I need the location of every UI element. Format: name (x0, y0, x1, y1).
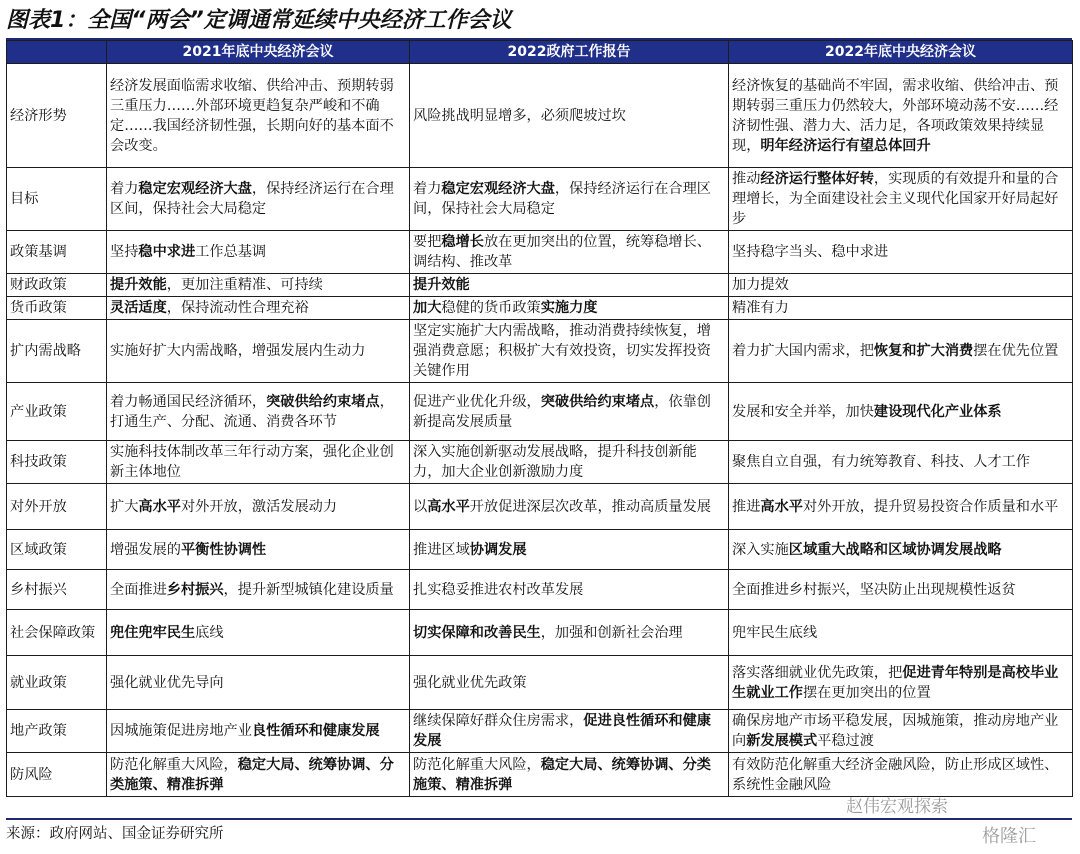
emphasis-text: 协调发展 (469, 541, 527, 558)
table-cell (729, 530, 1073, 570)
cell-text: 推动 (732, 171, 761, 187)
cell-text: 坚持稳字当头、稳中求进 (732, 244, 889, 260)
cell-text: 对外开放，提升贸易投资合作质量和水平 (802, 498, 1059, 515)
emphasis-text: 稳中求进 (138, 244, 196, 260)
cell-text: 放在更加突出的位置，统筹稳增长、调结构、推改革 (413, 234, 711, 270)
cell-text: 以 (413, 498, 428, 515)
table-cell (729, 570, 1073, 610)
cell-text: 继续保障好群众住房需求， (413, 713, 584, 729)
row-label: 产业政策 (7, 383, 107, 441)
page-title: 图表1：全国“两会”定调通常延续中央经济工作会议 (6, 8, 512, 33)
cell-text: ，提升新型城镇化建设质量 (223, 581, 394, 598)
cell-text: 着力扩大国内需求，把 (732, 343, 874, 359)
cell-text: 促进产业优化升级， (413, 393, 541, 410)
comparison-table (6, 40, 1073, 797)
header-corner (7, 41, 107, 64)
table-cell (729, 168, 1073, 231)
table-cell (410, 383, 729, 441)
row-label: 地产政策 (7, 710, 107, 753)
table-row (7, 274, 1073, 297)
cell-text: 稳健的货币政策 (441, 300, 541, 316)
emphasis-text: 良性循环和健康发展 (251, 723, 380, 739)
cell-text: 平稳过渡 (817, 733, 874, 749)
table-row (7, 484, 1073, 530)
table-cell (410, 274, 729, 297)
cell-text: ，更加注重精准、可持续 (166, 277, 323, 293)
table-cell (729, 710, 1073, 753)
table-cell (729, 753, 1073, 797)
cell-text: 兜牢民生底线 (732, 624, 818, 641)
table-cell (410, 231, 729, 274)
table-cell (410, 297, 729, 320)
table-row (7, 297, 1073, 320)
emphasis-text: 突破供给约束堵点 (540, 393, 655, 410)
emphasis-text: 恢复和扩大消费 (873, 343, 974, 359)
row-label: 政策基调 (7, 231, 107, 274)
cell-text: 有效防范化解重大经济金融风险，防止形成区域性、系统性金融风险 (732, 756, 1059, 793)
cell-text: 对外开放，激活发展动力 (180, 498, 338, 515)
emphasis-text: 高水平 (427, 498, 470, 515)
table-cell (729, 297, 1073, 320)
cell-text: 经济恢复的基础尚不牢固，需求收缩、供给冲击、预期转弱三重压力仍然较大，外部环境动荡不安……经济韧性强、潜力大、活力足，各项政策效果持续显现， (732, 77, 1059, 154)
emphasis-text: 经济运行整体好转 (760, 171, 874, 187)
row-label: 财政政策 (7, 274, 107, 297)
header-row (7, 41, 1073, 64)
emphasis-text: 平衡性协调性 (180, 541, 267, 558)
table-cell (107, 484, 410, 530)
cell-text: 摆在优先位置 (973, 343, 1059, 359)
table-cell (729, 320, 1073, 383)
cell-text: ，打通生产、分配、流通、消费各环节 (110, 393, 394, 430)
table-cell (107, 570, 410, 610)
wechat-watermark: 赵伟宏观探索 (846, 797, 948, 817)
cell-text: 扎实稳妥推进农村改革发展 (413, 581, 584, 598)
cell-text: 深入实施创新驱动发展战略，提升科技创新能力，加大企业创新激励力度 (413, 444, 697, 480)
emphasis-text: 稳定大局、统筹协调、分类施策、精准拆弹 (110, 756, 394, 793)
table-row (7, 753, 1073, 797)
emphasis-text: 新发展模式 (746, 733, 818, 749)
cell-text: 深入实施 (732, 541, 789, 558)
cell-text: 因城施策促进房地产业 (110, 723, 252, 739)
cell-text: 全面推进 (110, 581, 167, 598)
table-cell (410, 656, 729, 710)
table-row (7, 168, 1073, 231)
cell-text: ，实现质的有效提升和量的合理增长，为全面建设社会主义现代化国家开好局起好步 (732, 171, 1059, 227)
table-cell (410, 168, 729, 231)
cell-text: ，加强和创新社会治理 (540, 624, 683, 641)
cell-text: ，保持经济运行在合理区间，保持社会大局稳定 (110, 181, 394, 217)
table-cell (729, 231, 1073, 274)
table-cell (107, 383, 410, 441)
cell-text: 坚持 (110, 244, 139, 260)
row-label: 科技政策 (7, 441, 107, 484)
emphasis-text: 加大 (413, 300, 442, 316)
table-cell (410, 484, 729, 530)
emphasis-text: 促进良性循环和健康发展 (413, 713, 711, 749)
header-col-2022-gov-report: 2022政府工作报告 (410, 41, 729, 64)
table-cell (410, 753, 729, 797)
table-cell (107, 710, 410, 753)
source-note: 来源：政府网站、国金证券研究所 (6, 826, 224, 842)
table-cell (729, 64, 1073, 168)
row-label: 扩内需战略 (7, 320, 107, 383)
table-cell (107, 231, 410, 274)
table-row (7, 231, 1073, 274)
table-cell (729, 656, 1073, 710)
row-label: 区域政策 (7, 530, 107, 570)
row-label: 经济形势 (7, 64, 107, 168)
row-label: 乡村振兴 (7, 570, 107, 610)
cell-text: 要把 (413, 234, 442, 250)
cell-text: 聚焦自立自强，有力统筹教育、科技、人才工作 (732, 454, 1030, 470)
table-row (7, 530, 1073, 570)
cell-text: 坚定实施扩大内需战略，推动消费持续恢复，增强消费意愿；积极扩大有效投资，切实发挥投资关键作用 (413, 323, 711, 379)
cell-text: 实施科技体制改革三年行动方案，强化企业创新主体地位 (110, 444, 394, 480)
table-cell (107, 530, 410, 570)
emphasis-text: 稳增长 (441, 234, 484, 250)
emphasis-text: 提升效能 (413, 277, 470, 293)
table-cell (729, 441, 1073, 484)
cell-text: 增强发展的 (110, 541, 181, 558)
cell-text: 发展和安全并举，加快 (732, 403, 874, 420)
row-label: 防风险 (7, 753, 107, 797)
table-cell (107, 656, 410, 710)
table-cell (410, 570, 729, 610)
emphasis-text: 稳定宏观经济大盘 (138, 181, 252, 197)
emphasis-text: 切实保障和改善民生 (413, 624, 541, 641)
row-label: 货币政策 (7, 297, 107, 320)
table-cell (729, 610, 1073, 656)
table-cell (107, 297, 410, 320)
emphasis-text: 高水平 (138, 498, 181, 515)
emphasis-text: 建设现代化产业体系 (873, 403, 1002, 420)
table-cell (729, 484, 1073, 530)
header-col-2022-ceec: 2022年底中央经济会议 (729, 41, 1073, 64)
row-label: 就业政策 (7, 656, 107, 710)
cell-text: 精准有力 (732, 300, 789, 316)
cell-text: 底线 (195, 624, 224, 641)
table-cell (410, 320, 729, 383)
cell-text: 确保房地产市场平稳发展，因城施策，推动房地产业向 (732, 713, 1059, 749)
cell-text: 防范化解重大风险， (413, 756, 541, 773)
header-col-2021-ceec: 2021年底中央经济会议 (107, 41, 410, 64)
table-row (7, 710, 1073, 753)
table-cell (410, 64, 729, 168)
emphasis-text: 兜住兜牢民生 (110, 624, 196, 641)
cell-text: 强化就业优先政策 (413, 674, 527, 691)
emphasis-text: 乡村振兴 (166, 581, 224, 598)
cell-text: 风险挑战明显增多，必须爬坡过坎 (413, 107, 626, 124)
cell-text: 推进区域 (413, 541, 470, 558)
source-divider (6, 818, 1072, 820)
table-cell (107, 441, 410, 484)
cell-text: 加力提效 (732, 277, 789, 293)
cell-text: 工作总基调 (195, 244, 267, 260)
cell-text: 全面推进乡村振兴，坚决防止出现规模性返贫 (732, 581, 1016, 598)
cell-text: 着力 (413, 181, 442, 197)
emphasis-text: 稳定宏观经济大盘 (441, 181, 555, 197)
cell-text: ，保持经济运行在合理区间，保持社会大局稳定 (413, 181, 711, 217)
cell-text: 着力 (110, 181, 139, 197)
table-cell (410, 610, 729, 656)
cell-text: 防范化解重大风险， (110, 756, 238, 773)
table-row (7, 610, 1073, 656)
gelonghui-watermark: 格隆汇 (982, 826, 1036, 847)
table-cell (107, 64, 410, 168)
cell-text: 开放促进深层次改革，推动高质量发展 (469, 498, 711, 515)
cell-text: 摆在更加突出的位置 (802, 684, 931, 701)
cell-text: ，依靠创新提高发展质量 (413, 393, 711, 430)
cell-text: 扩大 (110, 498, 139, 515)
table-cell (107, 274, 410, 297)
table-row (7, 656, 1073, 710)
table-row (7, 320, 1073, 383)
table-cell (107, 168, 410, 231)
emphasis-text: 提升效能 (110, 277, 167, 293)
row-label: 社会保障政策 (7, 610, 107, 656)
table-cell (107, 320, 410, 383)
table-cell (107, 753, 410, 797)
cell-text: 实施好扩大内需战略，增强发展内生动力 (110, 343, 366, 359)
table-row (7, 383, 1073, 441)
table-cell (410, 710, 729, 753)
emphasis-text: 促进青年特别是高校毕业生就业工作 (732, 664, 1059, 701)
table-cell (729, 383, 1073, 441)
row-label: 对外开放 (7, 484, 107, 530)
cell-text: 推进 (732, 498, 761, 515)
table-row (7, 64, 1073, 168)
row-label: 目标 (7, 168, 107, 231)
table-cell (410, 441, 729, 484)
emphasis-text: 区域重大战略和区域协调发展战略 (788, 541, 1002, 558)
table-row (7, 570, 1073, 610)
table-cell (729, 274, 1073, 297)
table-cell (107, 610, 410, 656)
emphasis-text: 明年经济运行有望总体回升 (760, 137, 931, 154)
emphasis-text: 突破供给约束堵点 (266, 393, 380, 410)
cell-text: 强化就业优先导向 (110, 674, 224, 691)
emphasis-text: 高水平 (760, 498, 803, 515)
cell-text: 经济发展面临需求收缩、供给冲击、预期转弱三重压力……外部环境更趋复杂严峻和不确定……我国经济韧性强，长期向好的基本面不会改变。 (110, 77, 394, 154)
cell-text: 着力畅通国民经济循环， (110, 393, 267, 410)
emphasis-text: 实施力度 (540, 300, 598, 316)
emphasis-text: 稳定大局、统筹协调、分类施策、精准拆弹 (413, 756, 711, 793)
cell-text: 落实落细就业优先政策，把 (732, 664, 903, 681)
cell-text: ，保持流动性合理充裕 (166, 300, 309, 316)
table-cell (410, 530, 729, 570)
emphasis-text: 灵活适度 (110, 300, 167, 316)
table-row (7, 441, 1073, 484)
